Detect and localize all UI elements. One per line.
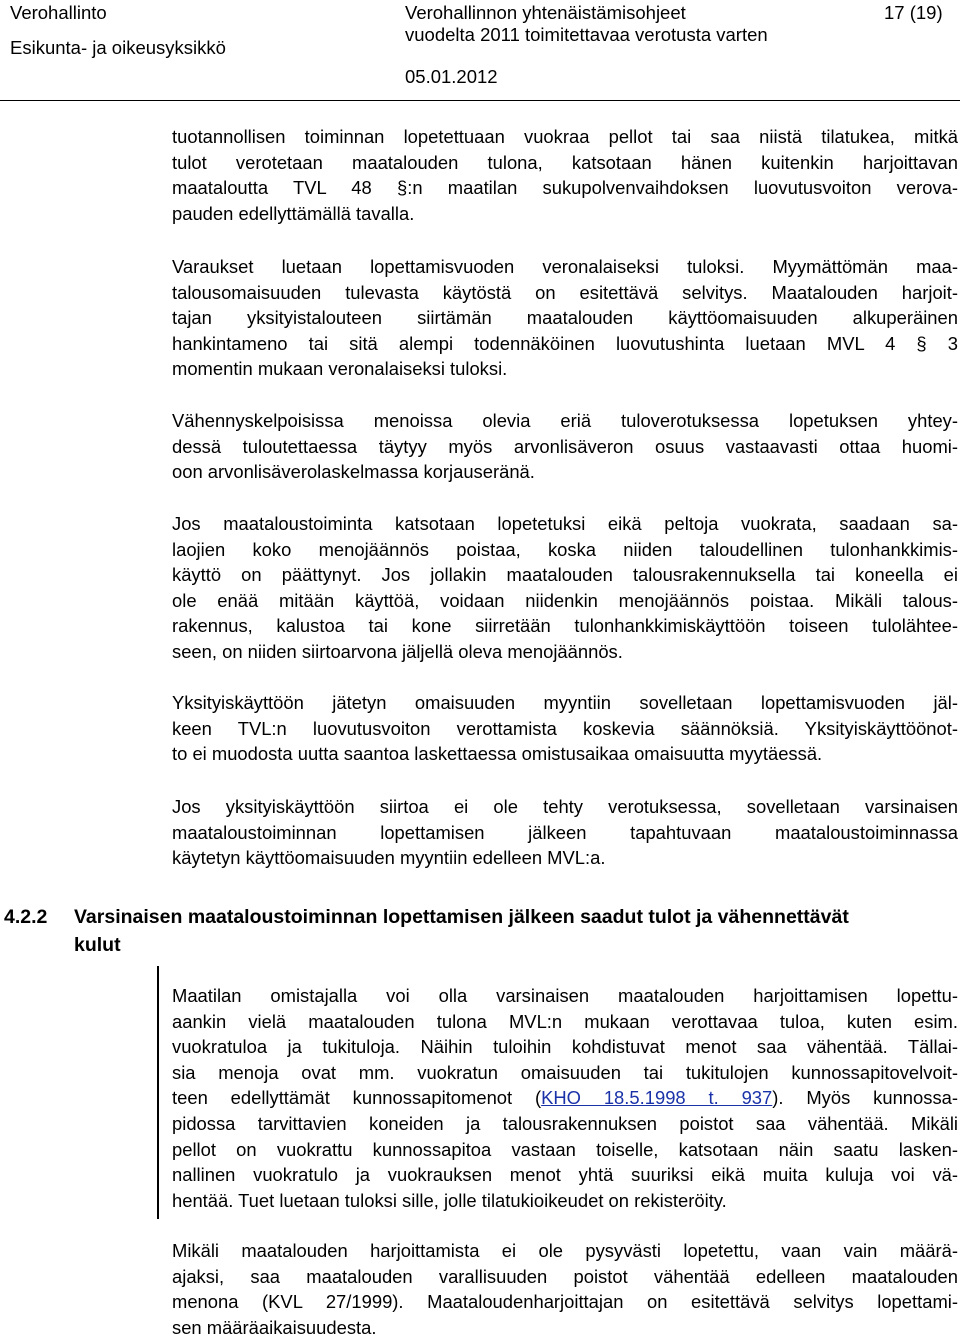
- text-line: maataloustoiminnan lopettamisen jälkeen tapahtuvaan maataloustoiminnassa: [172, 821, 958, 843]
- text-line: momentin mukaan veronalaiseksi tuloksi.: [172, 358, 508, 380]
- text-line: Varaukset luetaan lopettamisvuoden veronalaiseksi tuloksi. Myymättömän maa-: [172, 256, 958, 277]
- section-number: 4.2.2: [4, 906, 48, 928]
- text-line: sia menoja ovat mm. vuokratun omaisuuden tai tukitulojen kunnossapitovelvoit-: [172, 1061, 958, 1083]
- text-line: Vähennyskelpoisissa menoissa olevia eriä tuloverotuksessa lopetuksen yhtey-: [172, 410, 958, 431]
- header-doc-subtitle: vuodelta 2011 toimitettavaa verotusta varten: [405, 24, 768, 45]
- header-divider: [0, 100, 960, 101]
- text-line: hankintameno tai sitä alempi todennäköinen luovutushinta luetaan MVL 4 § 3: [172, 332, 958, 354]
- text-line: oon arvonlisäverolaskelmassa korjauseränä.: [172, 461, 535, 483]
- paragraph-7: [172, 983, 958, 1213]
- text-line: tulot verotetaan maatalouden tulona, katsotaan hänen kuitenkin harjoittavan: [172, 151, 958, 173]
- header-doc-title: Verohallinnon yhtenäistämisohjeet: [405, 2, 686, 23]
- text-line: rakennus, kalustoa tai kone siirretään tulonhankkimiskäyttöön toiseen tulolähtee-: [172, 615, 958, 637]
- header-page-number: 17 (19): [884, 2, 943, 23]
- text-fragment: teen edellyttämät kunnossapitomenot (: [172, 1087, 542, 1109]
- text-line-with-link: [172, 1085, 958, 1111]
- text-line: sen määräaikaisuudesta.: [172, 1316, 377, 1338]
- text-line: to ei muodosta uutta saantoa laskettaessa omistusaikaa omaisuutta myytäessä.: [172, 743, 823, 765]
- text-line: pellot on vuokrattu kunnossapitoa vastaan toiselle, katsotaan näin saatu lasken-: [172, 1138, 958, 1160]
- text-line: aankin vielä maatalouden tulona MVL:n mukaan verottavaa tuloa, kuten esim.: [172, 1010, 958, 1032]
- paragraph-2: [172, 254, 958, 382]
- text-line: tuotannollisen toiminnan lopetettuaan vuokraa pellot tai saa niistä tilatukea, mitkä: [172, 126, 958, 147]
- text-line: dessä tuloutettaessa täytyy myös arvonlisäveron osuus vastaavasti ottaa huomi-: [172, 435, 958, 457]
- paragraph-3: [172, 408, 958, 485]
- section-title-line-2: kulut: [74, 934, 121, 956]
- text-line: vuokratuloa ja tukituloja. Näihin tuloihin kohdistuvat menot saa vähentää. Tällai-: [172, 1036, 958, 1058]
- text-line: laojien koko menojäännös poistaa, koska niiden taloudellinen tulonhankkimis-: [172, 538, 958, 560]
- paragraph-1: [172, 124, 958, 226]
- text-fragment: ). Myös kunnossa-: [772, 1087, 958, 1109]
- text-line: nallinen vuokratulo ja vuokrauksen menot yhtä suuriksi eikä muita kuluja voi vä-: [172, 1164, 958, 1186]
- text-line: hentää. Tuet luetaan tuloksi sille, jolle tilatukioikeudet on rekisteröity.: [172, 1189, 727, 1211]
- header-org: Verohallinto: [10, 2, 107, 23]
- text-line: Yksityiskäyttöön jätetyn omaisuuden myyntiin sovelletaan lopettamisvuoden jäl-: [172, 692, 958, 713]
- text-line: tajan yksityistalouteen siirtämän maatalouden käyttöomaisuuden alkuperäinen: [172, 307, 958, 329]
- header-unit: Esikunta- ja oikeusyksikkö: [10, 37, 226, 58]
- text-line: Mikäli maatalouden harjoittamista ei ole pysyvästi lopetettu, vaan vain määrä-: [172, 1240, 958, 1261]
- paragraph-5: [172, 690, 958, 767]
- text-line: Jos maataloustoiminta katsotaan lopetetuksi eikä peltoja vuokrata, saadaan sa-: [172, 513, 958, 534]
- text-line: talousomaisuuden tulevasta käytöstä on esitettävä selvitys. Maatalouden harjoit-: [172, 281, 958, 303]
- text-line: menona (KVL 27/1999). Maataloudenharjoittajan on esitettävä selvitys lopettami-: [172, 1291, 958, 1313]
- court-decision-link[interactable]: KHO 18.5.1998 t. 937: [541, 1087, 773, 1109]
- header-date: 05.01.2012: [405, 66, 498, 87]
- text-line: keen TVL:n luovutusvoiton verottamista koskevia säännöksiä. Yksityiskäyttöönot-: [172, 717, 958, 739]
- text-line: Jos yksityiskäyttöön siirtoa ei ole tehty verotuksessa, sovelletaan varsinaisen: [172, 796, 958, 817]
- text-line: pidossa tarvittavien koneiden ja talousrakennuksen poistot saa vähentää. Mikäli: [172, 1112, 958, 1134]
- paragraph-4: [172, 511, 958, 665]
- text-line: ole enää mitään käyttöä, voidaan niidenkin menojäännös poistaa. Mikäli talous-: [172, 589, 958, 611]
- text-line: seen, on niiden siirtoarvona jäljellä oleva menojäännös.: [172, 640, 623, 662]
- text-line: käytetyn käyttöomaisuuden myyntiin edelleen MVL:a.: [172, 847, 606, 869]
- text-line: maataloutta TVL 48 §:n maatilan sukupolvenvaihdoksen luovutusvoiton verova-: [172, 177, 958, 199]
- paragraph-8: [172, 1238, 958, 1340]
- text-line: Maatilan omistajalla voi olla varsinaisen maatalouden harjoittamisen lopettu-: [172, 985, 958, 1006]
- section-title-line-1: Varsinaisen maataloustoiminnan lopettamisen jälkeen saadut tulot ja vähennettävät: [74, 906, 849, 928]
- text-line: ajaksi, saa maatalouden varallisuuden poistot vähentää edelleen maatalouden: [172, 1265, 958, 1287]
- revision-bar: [157, 966, 159, 1219]
- text-line: pauden edellyttämällä tavalla.: [172, 202, 415, 224]
- paragraph-6: [172, 794, 958, 871]
- text-line: käyttö on päättynyt. Jos jollakin maatalouden talousrakennuksella tai koneella ei: [172, 564, 958, 586]
